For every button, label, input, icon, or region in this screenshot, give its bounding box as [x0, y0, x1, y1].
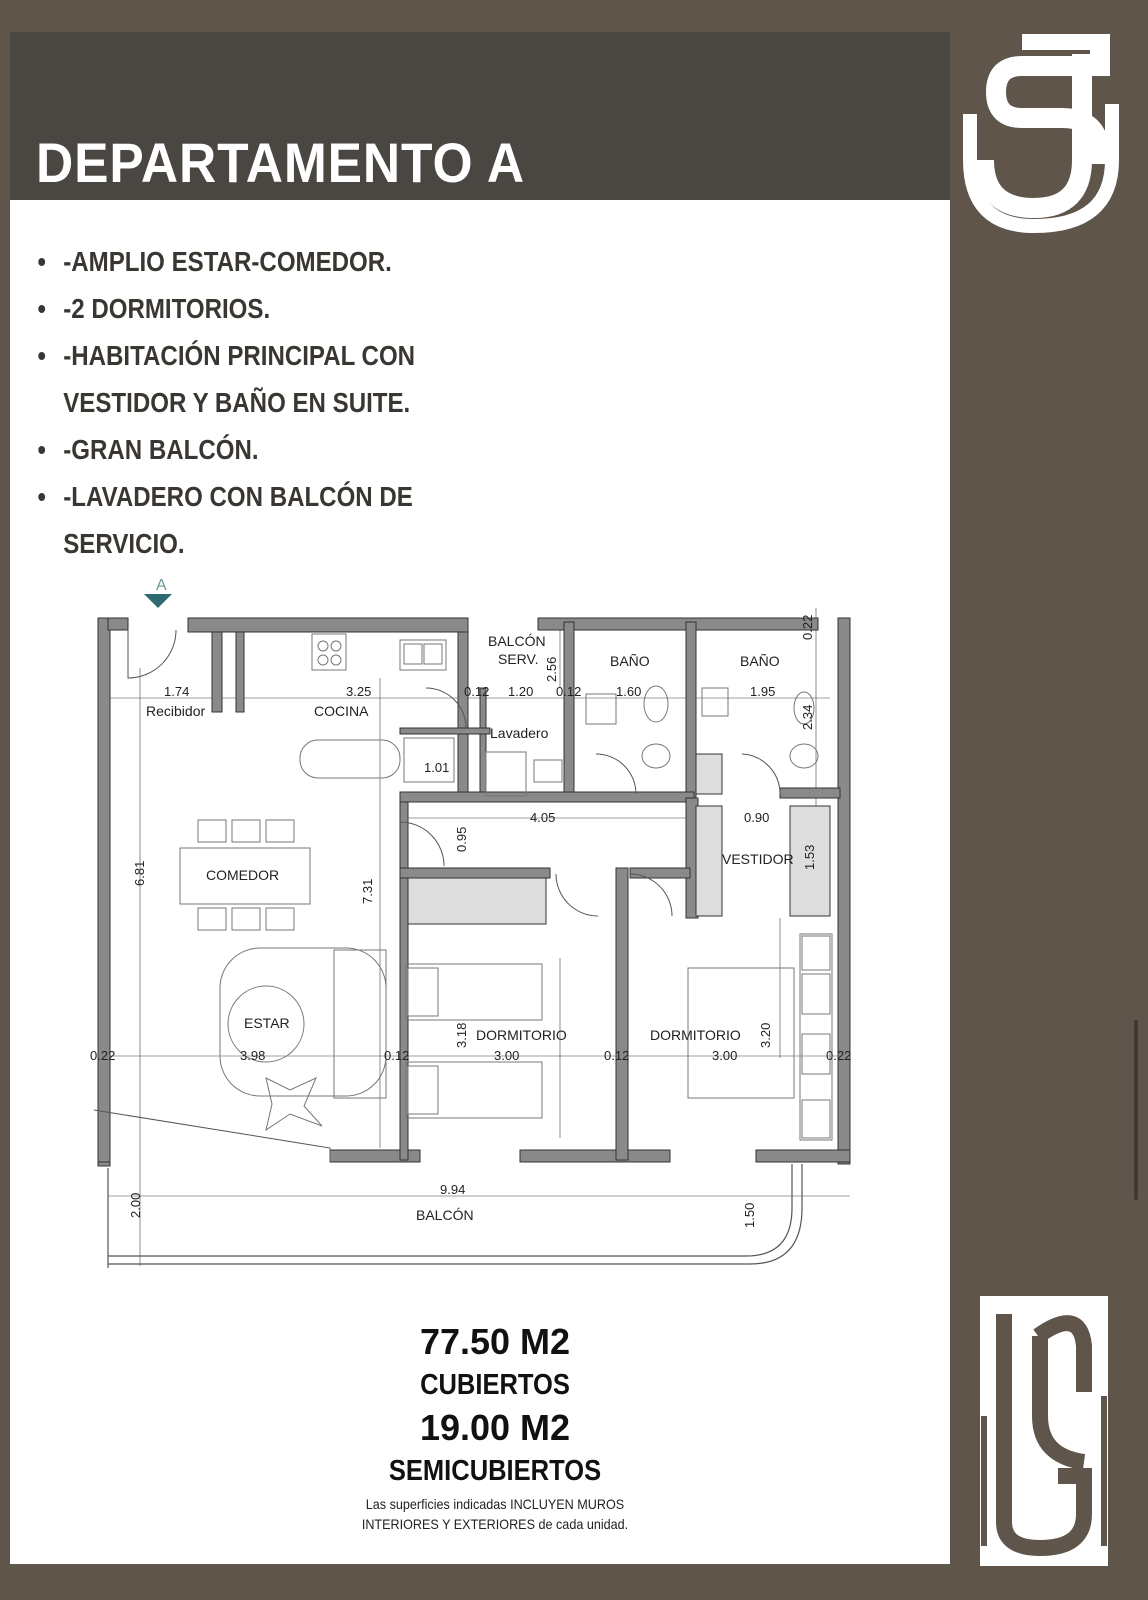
feature-item: • -GRAN BALCÓN. [34, 426, 447, 473]
bullet-icon: • [37, 293, 46, 324]
room-dormitorio-1: DORMITORIO [476, 1027, 567, 1043]
svg-text:0.22: 0.22 [90, 1048, 116, 1063]
area-summary [330, 1320, 660, 1534]
page-title: DEPARTAMENTO A [36, 131, 525, 194]
room-vestidor: VESTIDOR [722, 851, 794, 867]
svg-text:1.60: 1.60 [616, 684, 642, 699]
svg-text:1.74: 1.74 [164, 684, 190, 699]
room-comedor: COMEDOR [206, 867, 280, 883]
room-recibidor: Recibidor [146, 703, 206, 719]
room-dormitorio-2: DORMITORIO [650, 1027, 741, 1043]
bullet-icon: • [37, 481, 46, 512]
area-note: Las superficies indicadas INCLUYEN MUROS INTERIORES Y EXTERIORES de cada unidad. [361, 1496, 629, 1532]
sj-logo-icon [962, 34, 1132, 234]
svg-text:0.12: 0.12 [604, 1048, 630, 1063]
svg-text:4.05: 4.05 [530, 810, 556, 825]
svg-text:0.22: 0.22 [826, 1048, 852, 1063]
room-balcon: BALCÓN [416, 1207, 474, 1223]
svg-text:0.22: 0.22 [800, 614, 815, 640]
svg-text:7.31: 7.31 [360, 878, 375, 904]
svg-text:1.50: 1.50 [742, 1202, 757, 1228]
svg-text:2.56: 2.56 [544, 656, 559, 682]
semicovered-area-value: 19.00 M2 [419, 1407, 571, 1448]
svg-text:1.20: 1.20 [508, 684, 534, 699]
feature-item: • -LAVADERO CON BALCÓN DE [34, 473, 447, 520]
section-arrow-icon [144, 594, 172, 608]
covered-area-value: 77.50 M2 [419, 1321, 571, 1362]
svg-text:3.25: 3.25 [346, 684, 372, 699]
room-cocina: COCINA [314, 703, 369, 719]
svg-text:A: A [156, 578, 167, 594]
bullet-icon: • [37, 434, 46, 465]
svg-text:0.12: 0.12 [556, 684, 582, 699]
room-bano-1: BAÑO [610, 653, 650, 669]
room-balcon-serv-2: SERV. [498, 651, 539, 667]
svg-text:6.81: 6.81 [132, 860, 147, 886]
semicovered-area-label: SEMICUBIERTOS [388, 1455, 602, 1487]
section-marker [144, 578, 172, 608]
svg-text:0.12: 0.12 [384, 1048, 410, 1063]
svg-text:2.34: 2.34 [800, 704, 815, 730]
bullet-icon: • [37, 246, 46, 277]
covered-area-label: CUBIERTOS [420, 1369, 570, 1401]
svg-text:3.00: 3.00 [712, 1048, 738, 1063]
feature-item: • -HABITACIÓN PRINCIPAL CON [34, 332, 447, 379]
svg-text:0.90: 0.90 [744, 810, 770, 825]
feature-item-continuation: VESTIDOR Y BAÑO EN SUITE. [63, 387, 411, 418]
svg-text:3.18: 3.18 [454, 1022, 469, 1048]
svg-text:1.53: 1.53 [802, 844, 817, 870]
bullet-icon: • [37, 340, 46, 371]
svg-text:0.12: 0.12 [464, 684, 490, 699]
feature-item-continuation: SERVICIO. [63, 528, 185, 559]
room-lavadero: Lavadero [490, 725, 549, 741]
floor-plan [90, 578, 880, 1298]
svg-text:3.00: 3.00 [494, 1048, 520, 1063]
svg-text:3.98: 3.98 [240, 1048, 266, 1063]
svg-text:0.95: 0.95 [454, 826, 469, 852]
svg-text:3.20: 3.20 [758, 1022, 773, 1048]
bottom-border [0, 1564, 1148, 1600]
svg-text:1.01: 1.01 [424, 760, 450, 775]
room-estar: ESTAR [244, 1015, 290, 1031]
feature-item: • -2 DORMITORIOS. [34, 285, 447, 332]
svg-text:9.94: 9.94 [440, 1182, 466, 1197]
scroll-indicator[interactable] [1134, 1020, 1138, 1200]
features-list [34, 238, 514, 567]
sg-logo-icon [980, 1296, 1108, 1566]
svg-text:1.95: 1.95 [750, 684, 776, 699]
room-bano-2: BAÑO [740, 653, 780, 669]
svg-text:2.00: 2.00 [128, 1192, 143, 1218]
feature-item: • -AMPLIO ESTAR-COMEDOR. [34, 238, 447, 285]
room-balcon-serv: BALCÓN [488, 633, 546, 649]
